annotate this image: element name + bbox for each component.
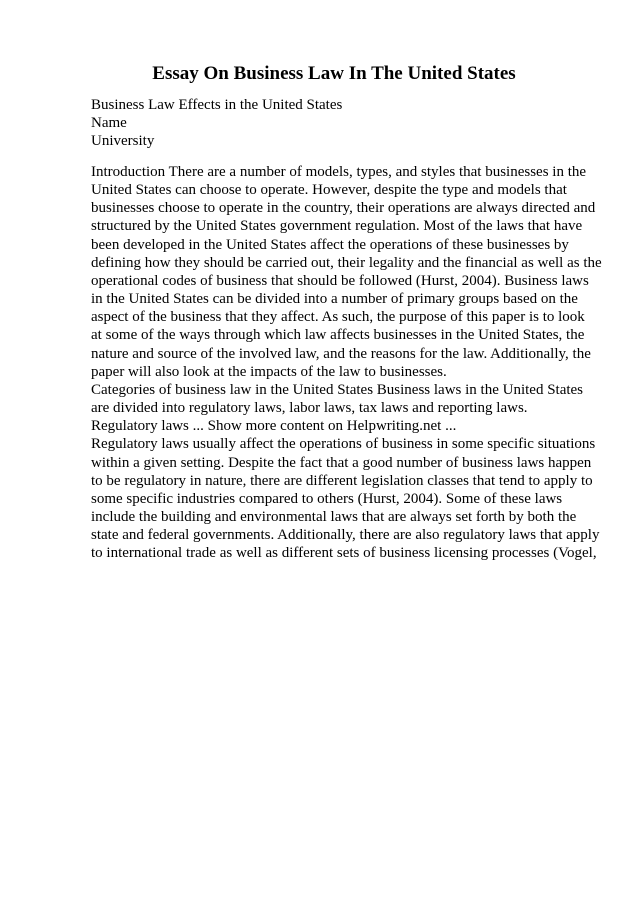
body-line: paper will also look at the impacts of the law to businesses. xyxy=(91,363,447,380)
body-line: to be regulatory in nature, there are different legislation classes that tend to apply to xyxy=(91,472,593,489)
body-line: structured by the United States government regulation. Most of the laws that have xyxy=(91,218,583,235)
body-line: Categories of business law in the United States Business laws in the United States xyxy=(91,381,584,398)
document-body xyxy=(91,163,602,562)
body-line: operational codes of business that should be followed (Hurst, 2004). Business laws xyxy=(91,272,589,289)
body-line: defining how they should be carried out, their legality and the financial as well as the xyxy=(91,254,602,271)
body-line: Regulatory laws ... Show more content on Helpwriting.net ... xyxy=(91,418,457,435)
header-line-university: University xyxy=(91,133,155,149)
body-line: to international trade as well as different sets of business licensing processes (Vogel, xyxy=(91,545,597,562)
body-line: within a given setting. Despite the fact that a good number of business laws happen xyxy=(91,454,592,471)
body-line: been developed in the United States affect the operations of these businesses by xyxy=(91,236,569,253)
body-line: are divided into regulatory laws, labor laws, tax laws and reporting laws. xyxy=(91,400,528,417)
document-title: Essay On Business Law In The United States xyxy=(152,63,516,84)
body-line: some specific industries compared to others (Hurst, 2004). Some of these laws xyxy=(91,490,563,507)
body-line: in the United States can be divided into a number of primary groups based on the xyxy=(91,291,578,308)
body-line: Introduction There are a number of models, types, and styles that businesses in the xyxy=(91,164,587,180)
body-line: state and federal governments. Additionally, there are also regulatory laws that apply xyxy=(91,527,600,544)
body-line: United States can choose to operate. However, despite the type and models that xyxy=(91,182,567,199)
body-line: Regulatory laws usually affect the operations of business in some specific situations xyxy=(91,436,596,453)
body-line: businesses choose to operate in the country, their operations are always directed and xyxy=(91,200,596,217)
body-line: nature and source of the involved law, and the reasons for the law. Additionally, the xyxy=(91,345,591,362)
body-line: include the building and environmental laws that are always set forth by both the xyxy=(91,508,577,525)
header-line-name: Name xyxy=(91,115,127,131)
body-line: at some of the ways through which law affects businesses in the United States, the xyxy=(91,327,585,344)
header-line-subject: Business Law Effects in the United States xyxy=(91,97,343,113)
document-header xyxy=(91,96,591,150)
body-line: aspect of the business that they affect. As such, the purpose of this paper is to look xyxy=(91,309,585,326)
